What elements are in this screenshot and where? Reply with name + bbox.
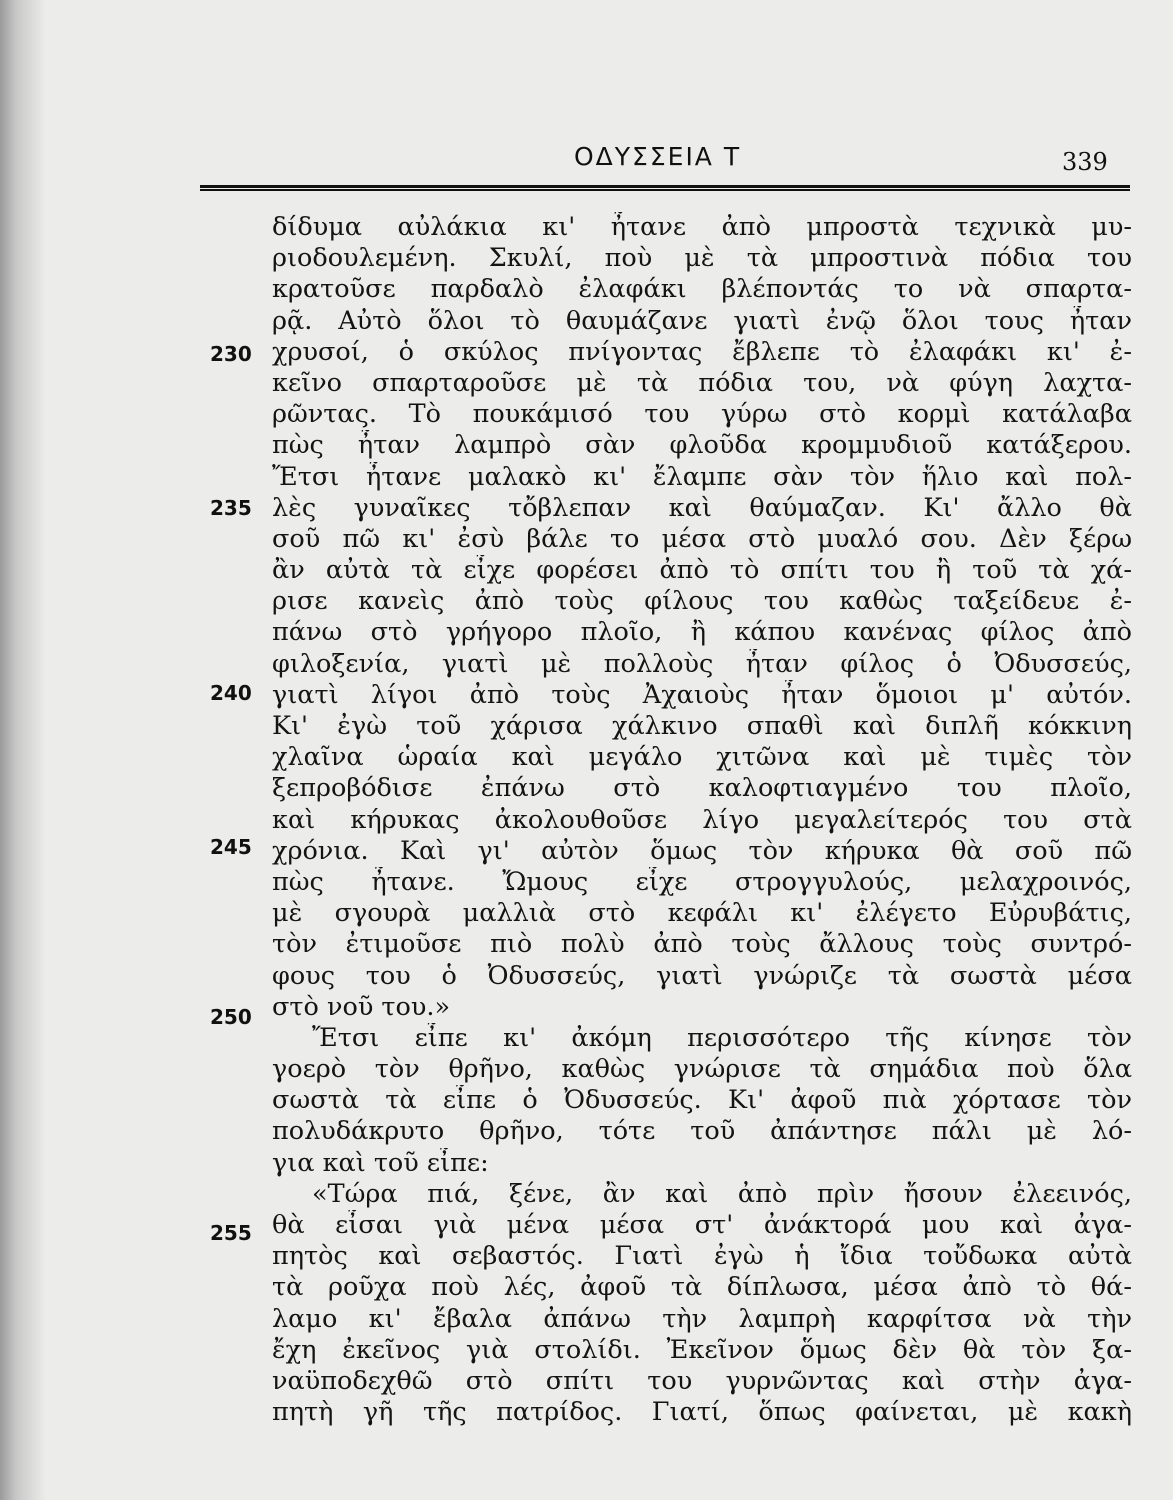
text-line: ρᾷ. Αὐτὸ ὅλοι τὸ θαυμάζανε γιατὶ ἐνῷ ὅλοι τους ἦταν [272,305,1132,336]
line-number: 245 [210,835,252,859]
text-line: ρισε κανεὶς ἀπὸ τοὺς φίλους του καθὼς ταξείδευε ἐ- [272,586,1132,617]
text-line: ἂν αὐτὰ τὰ εἶχε φορέσει ἀπὸ τὸ σπίτι του ἢ τοῦ τὰ χά- [272,555,1132,586]
text-line: πολυδάκρυτο θρῆνο, τότε τοῦ ἀπάντησε πάλι μὲ λό- [272,1116,1132,1147]
line-number: 235 [210,496,252,520]
text-line: τὰ ροῦχα ποὺ λές, ἀφοῦ τὰ δίπλωσα, μέσα ἀπὸ τὸ θά- [272,1272,1132,1303]
line-number: 250 [210,1005,252,1029]
text-line: δίδυμα αὐλάκια κι' ἦτανε ἀπὸ μπροστὰ τεχνικὰ μυ- [272,212,1132,242]
text-line: ξεπροβόδισε ἐπάνω στὸ καλοφτιαγμένο του πλοῖο, [272,773,1132,804]
text-line: πητὸς καὶ σεβαστός. Γιατὶ ἐγὼ ἡ ἴδια τοὔδωκα αὐτὰ [272,1241,1132,1272]
text-line: θὰ εἶσαι γιὰ μένα μέσα στ' ἀνάκτορά μου καὶ ἀγα- [272,1210,1132,1240]
text-line: ρῶντας. Τὸ πουκάμισό του γύρω στὸ κορμὶ κατάλαβα [272,399,1132,430]
text-line: πητὴ γῆ τῆς πατρίδος. Γιατί, ὅπως φαίνεται, μὲ κακὴ [272,1397,1132,1428]
text-line: χλαῖνα ὡραία καὶ μεγάλο χιτῶνα καὶ μὲ τιμὲς τὸν [272,742,1132,773]
text-line: λαμο κι' ἔβαλα ἀπάνω τὴν λαμπρὴ καρφίτσα νὰ τὴν [272,1303,1132,1334]
text-line: πὼς ἦταν λαμπρὸ σὰν φλοῦδα κρομμυδιοῦ κατάξερου. [272,430,1132,461]
text-line: για καὶ τοῦ εἶπε: [272,1147,489,1178]
line-number: 240 [210,681,252,705]
text-line: τὸν ἐτιμοῦσε πιὸ πολὺ ἀπὸ τοὺς ἄλλους τοὺς συντρό- [272,929,1132,960]
gutter-shadow [0,0,46,1500]
text-line: στὸ νοῦ του.» [272,991,451,1022]
text-line: «Τώρα πιά, ξένε, ἂν καὶ ἀπὸ πρὶν ἤσουν ἐλεεινός, [312,1178,1132,1209]
header-rule [200,185,1130,191]
text-line: λὲς γυναῖκες τὄβλεπαν καὶ θαύμαζαν. Κι' ἄλλο θὰ [272,492,1132,523]
text-line: πάνω στὸ γρήγορο πλοῖο, ἢ κάπου κανένας φίλος ἀπὸ [272,617,1132,648]
text-line: Κι' ἐγὼ τοῦ χάρισα χάλκινο σπαθὶ καὶ διπλῆ κόκκινη [272,711,1132,741]
text-line: Ἔτσι εἶπε κι' ἀκόμη περισσότερο τῆς κίνησε τὸν [312,1022,1132,1053]
text-line: Ἔτσι ἦτανε μαλακὸ κι' ἔλαμπε σὰν τὸν ἥλιο καὶ πολ- [272,461,1132,492]
running-head: ΟΔΥΣΣΕΙΑ Τ [574,142,742,171]
page-number: 339 [1062,148,1108,176]
text-line: χρυσοί, ὁ σκύλος πνίγοντας ἔβλεπε τὸ ἐλαφάκι κι' ἐ- [272,336,1132,367]
text-line: μὲ σγουρὰ μαλλιὰ στὸ κεφάλι κι' ἐλέγετο Εὐρυβάτις, [272,898,1132,929]
text-line: χρόνια. Καὶ γι' αὐτὸν ὅμως τὸν κήρυκα θὰ σοῦ πῶ [272,835,1132,866]
line-number: 230 [210,342,252,366]
text-line: σωστὰ τὰ εἶπε ὁ Ὀδυσσεύς. Κι' ἀφοῦ πιὰ χόρτασε τὸν [272,1085,1132,1116]
text-line: γοερὸ τὸν θρῆνο, καθὼς γνώρισε τὰ σημάδια ποὺ ὅλα [272,1054,1132,1085]
text-line: ἔχη ἐκεῖνος γιὰ στολίδι. Ἐκεῖνον ὅμως δὲν θὰ τὸν ξα- [272,1334,1132,1365]
text-line: φους του ὁ Ὀδυσσεύς, γιατὶ γνώριζε τὰ σωστὰ μέσα [272,960,1132,991]
text-line: γιατὶ λίγοι ἀπὸ τοὺς Ἀχαιοὺς ἦταν ὅμοιοι μ' αὐτόν. [272,679,1132,710]
text-line: ριοδουλεμένη. Σκυλί, ποὺ μὲ τὰ μπροστινὰ πόδια του [272,243,1132,274]
text-line: πὼς ἦτανε. Ὤμους εἶχε στρογγυλούς, μελαχροινός, [272,866,1132,897]
text-line: σοῦ πῶ κι' ἐσὺ βάλε το μέσα στὸ μυαλό σου. Δὲν ξέρω [272,523,1132,554]
text-line: φιλοξενία, γιατὶ μὲ πολλοὺς ἦταν φίλος ὁ Ὀδυσσεύς, [272,648,1132,679]
line-number: 255 [210,1221,252,1245]
text-line: κρατοῦσε παρδαλὸ ἐλαφάκι βλέποντάς το νὰ σπαρτα- [272,274,1132,305]
text-line: καὶ κήρυκας ἀκολουθοῦσε λίγο μεγαλείτερός του στὰ [272,804,1132,835]
text-line: κεῖνο σπαρταροῦσε μὲ τὰ πόδια του, νὰ φύγη λαχτα- [272,367,1132,398]
text-line: ναϋποδεχθῶ στὸ σπίτι του γυρνῶντας καὶ στὴν ἀγα- [272,1365,1132,1396]
body-text [272,212,1132,1428]
